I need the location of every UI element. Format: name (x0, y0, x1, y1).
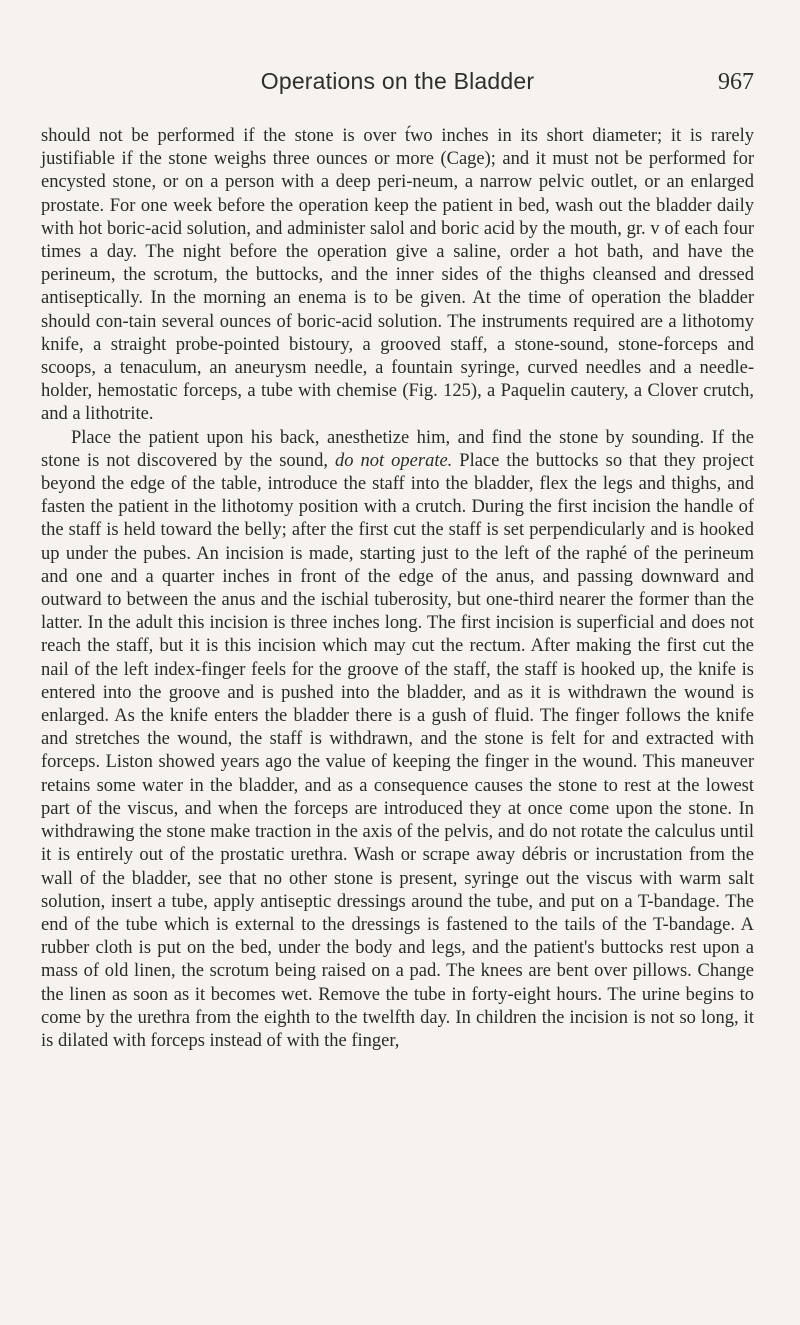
text-run: should not be performed if the stone is over t́wo inches in its short diameter; it is rarely justifiable if the stone weighs three ounces or more (Cage); and it must not be performed for encysted stone, or on a person with a deep peri-neum, a narrow pelvic outlet, or an enlarged prostate. For one week before the operation keep the patient in bed, wash out the bladder daily with hot boric-acid solution, and administer salol and boric acid by the mouth, gr. v of each four times a day. The night before the operation give a saline, order a hot bath, and have the perineum, the scrotum, the buttocks, and the inner sides of the thighs cleansed and dressed antiseptically. In the morning an enema is to be given. At the time of operation the bladder should con-tain several ounces of boric-acid solution. The instruments required are a lithotomy knife, a straight probe-pointed bistoury, a grooved staff, a stone-sound, stone-forceps and scoops, a tenaculum, an aneurysm needle, a fountain syringe, curved needles and a needle-holder, hemostatic forceps, a tube with chemise (Fig. 125), a Paquelin cautery, a Clover crutch, and a lithotrite. (41, 126, 754, 425)
emphasis-do-not-operate: do not operate. (335, 450, 453, 471)
paragraph-2 (41, 427, 754, 1053)
paragraph-1 (41, 125, 754, 427)
running-title: Operations on the Bladder (260, 68, 535, 94)
page-number: 967 (718, 69, 754, 95)
body-text (41, 125, 754, 1053)
running-head (41, 68, 754, 102)
text-run: Place the patient upon his back, anesthetize him, and find the stone by sounding. If the stone is not discovered by the sound, (41, 427, 754, 471)
text-run: Place the buttocks so that they project beyond the edge of the table, introduce the staff into the bladder, flex the legs and thighs, and fasten the patient in the lithotomy position with a crutch. During the first incision the handle of the staff is held toward the belly; after the first cut the staff is set perpendicularly and is hooked up under the pubes. An incision is made, starting just to the left of the raphé of the perineum and one and a quarter inches in front of the edge of the anus, and passing downward and outward to between the anus and the ischial tuberosity, but one-third nearer the former than the latter. In the adult this incision is three inches long. The first incision is superficial and does not reach the staff, but it is this incision which may cut the rectum. After making the first cut the nail of the left index-finger feels for the groove of the staff, the staff is hooked up, the knife is entered into the groove and is pushed into the bladder, and as it is withdrawn the wound is enlarged. As the knife enters the bladder there is a gush of fluid. The finger follows the knife and stretches the wound, the staff is withdrawn, and the stone is felt for and extracted with forceps. Liston showed years ago the value of keeping the finger in the wound. This maneuver retains some water in the bladder, and as a consequence causes the stone to rest at the lowest part of the viscus, and when the forceps are introduced they at once come upon the stone. In withdrawing the stone make traction in the axis of the pelvis, and do not rotate the calculus until it is entirely out of the prostatic urethra. Wash or scrape away débris or incrustation from the wall of the bladder, see that no other stone is present, syringe out the viscus with warm salt solution, insert a tube, apply antiseptic dressings around the tube, and put on a T-bandage. The end of the tube which is external to the dressings is fastened to the tails of the T-bandage. A rubber cloth is put on the bed, under the body and legs, and the patient's buttocks rest upon a mass of old linen, the scrotum being raised on a pad. The knees are bent over pillows. Change the linen as soon as it becomes wet. Remove the tube in forty-eight hours. The urine begins to come by the urethra from the eighth to the twelfth day. In children the incision is not so long, it is dilated with forceps instead of with the finger, (41, 450, 754, 1051)
